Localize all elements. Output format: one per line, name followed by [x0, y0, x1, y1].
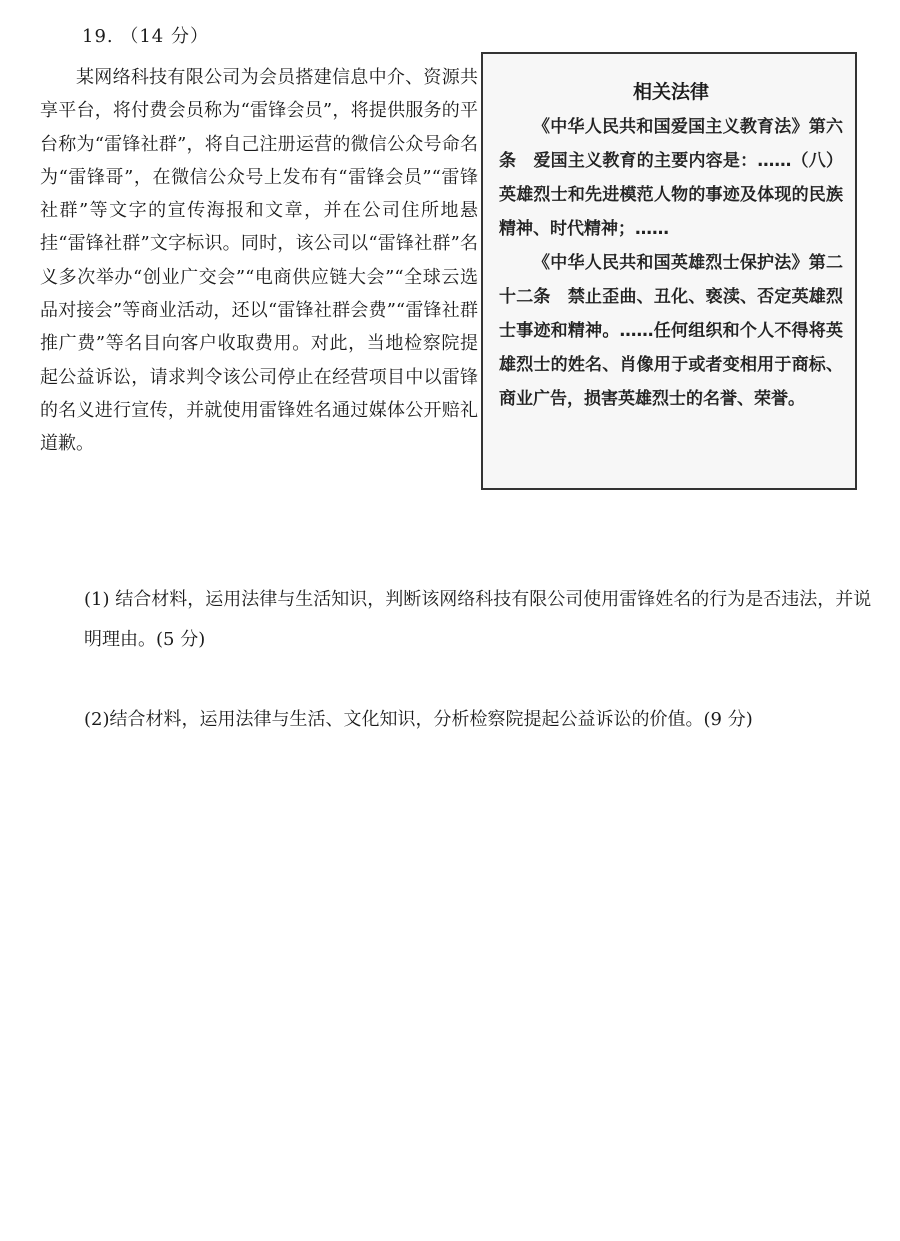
- question-number: 19. （14 分）: [82, 26, 209, 47]
- sub-question-1: [32, 580, 872, 660]
- sub-question-2-text: (2)结合材料，运用法律与生活、文化知识，分析检察院提起公益诉讼的价值。(9 分): [84, 709, 753, 730]
- related-law-box: [481, 52, 857, 490]
- sub-question-2: [32, 700, 872, 740]
- case-material: 某网络科技有限公司为会员搭建信息中介、资源共享平台，将付费会员称为“雷锋会员”，将提供服务的平台称为“雷锋社群”，将自己注册运营的微信公众号命名为“雷锋哥”，在微信公众号上发布有“雷锋会员”“雷锋社群”等文字的宣传海报和文章，并在公司住所地悬挂“雷锋社群”文字标识。同时，该公司以“雷锋社群”名义多次举办“创业广交会”“电商供应链大会”“全球云选品对接会”等商业活动，还以“雷锋社群会费”“雷锋社群推广费”等名目向客户收取费用。对此，当地检察院提起公益诉讼，请求判令该公司停止在经营项目中以雷锋的名义进行宣传，并就使用雷锋姓名通过媒体公开赔礼道歉。: [40, 67, 478, 455]
- law-box-title: 相关法律: [632, 81, 709, 103]
- law-article-patriotic-education: 《中华人民共和国爱国主义教育法》第六条 爱国主义教育的主要内容是：……（八）英雄烈士和先进模范人物的事迹及体现的民族精神、时代精神；……: [499, 117, 843, 239]
- sub-question-1-text: (1) 结合材料，运用法律与生活知识，判断该网络科技有限公司使用雷锋姓名的行为是否违法，并说明理由。(5 分): [84, 589, 872, 650]
- law-article-heroes-protection: 《中华人民共和国英雄烈士保护法》第二十二条 禁止歪曲、丑化、亵渎、否定英雄烈士事迹和精神。……任何组织和个人不得将英雄烈士的姓名、肖像用于或者变相用于商标、商业广告，损害英雄烈士的名誉、荣誉。: [499, 253, 843, 409]
